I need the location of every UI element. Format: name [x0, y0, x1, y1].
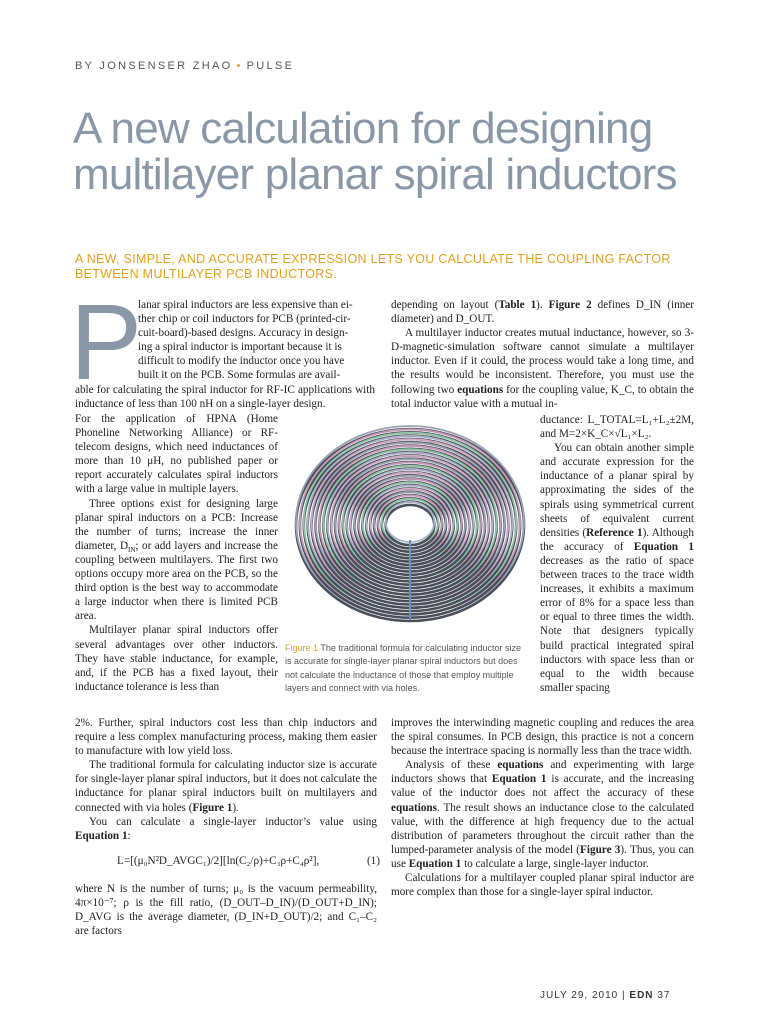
table-reference: Table 1: [498, 299, 537, 311]
equation-reference: Equation 1: [491, 773, 547, 786]
paragraph: [391, 298, 694, 326]
right-top-column: [391, 298, 694, 411]
paragraph: [391, 326, 694, 411]
footer-separator: |: [622, 990, 626, 1001]
caption-text: The traditional formula for calculating inductor size is accurate for single-layer planar spiral inductors but does not calculate the inductance of those that employ multiple layers and connect with via holes.: [285, 643, 521, 693]
intro-line: cuit-board)-based designs. Accuracy in design-: [138, 327, 349, 340]
paragraph: [391, 758, 694, 871]
text-run: ).: [536, 299, 549, 311]
paragraph: 2%. Further, spiral inductors cost less than chip inductors and require a less complex manufacturing process, making them easier to manufacture with low yield loss.: [75, 717, 377, 758]
page-footer: [540, 990, 670, 1001]
left-narrow-column: [75, 412, 278, 694]
reference-citation: Reference 1: [586, 526, 643, 539]
equation-reference: equations: [497, 759, 544, 772]
text-run: ). Although the accuracy of: [540, 526, 694, 553]
text-run: You can obtain another simple and accurate expression for the inductance of a planar spiral by approximating the sides of the spirals using symmetrical current sheets of equivalent current densities (: [540, 442, 694, 539]
figure-1-caption: [285, 642, 525, 695]
footer-publication: EDN: [629, 990, 654, 1001]
paragraph: [75, 758, 377, 814]
intro-line: built it on the PCB. Some formulas are avail-: [138, 369, 341, 382]
text-run: You can calculate a single-layer inductor’s value using: [89, 815, 377, 828]
intro-full: [75, 383, 375, 411]
text-run: decreases as the ratio of space between traces to the trace width increases, it exhibits a maximum error of 8% for a space less than or equal to three times the width. Note that designers typically build practical integrated spiral inductors with space less than or equal to the width because smaller spacing: [540, 554, 694, 694]
equation-reference: equations: [457, 383, 504, 396]
byline: [75, 60, 294, 72]
equation-reference: equations: [391, 801, 438, 814]
right-narrow-column: [540, 413, 694, 695]
footer-date: JULY 29, 2010: [540, 990, 619, 1001]
paragraph: where N is the number of turns; μ₀ is the vacuum permeability, 4π×10⁻⁷; ρ is the fill ratio, (D_OUT–D_IN)/(D_OUT+D_IN); D_AVG is the average diameter, (D_IN+D_OUT)/2; and C₁–C₂ are factors: [75, 883, 377, 938]
text-run: A multilayer inductor creates mutual inductance, however, so 3-D-magnetic-simulation software cannot simulate a multilayer inductor. Even if it could, the process would take a long time, and the results would be inconsistent. Therefore, you must use the following two: [391, 327, 694, 396]
text-run: Analysis of these: [405, 759, 498, 772]
figure-reference: Figure 2: [548, 299, 592, 311]
text-run: ; or add layers and increase the coupling between multilayers. The first two options occupy more area on the PCB, so the third option is the best way to accommodate a large inductor when there is limited PCB area.: [75, 539, 278, 623]
after-equation: [75, 882, 377, 938]
text-run: is accurate, and the increasing value of the inductor does not affect the accuracy of these: [391, 773, 695, 800]
byline-separator: •: [236, 60, 243, 72]
intro-line: ther chip or coil inductors for PCB (printed-cir-: [138, 313, 351, 326]
paragraph: able for calculating the spiral inductor for RF-IC applications with inductance of less than 100 nH on a single-layer design.: [75, 384, 375, 411]
text-run: . The result shows an inductance close to the calculated value, with the difference at high frequency due to the actual distribution of parameters throughout the circuit rather than the lumped-parameter analysis of the model (: [391, 801, 694, 856]
right-bottom-column: [391, 716, 694, 899]
subscript: IN: [128, 546, 136, 555]
text-run: Three options exist for designing large planar spiral inductors on a PCB: Increase the number of turns; increase the inner diameter, D: [75, 497, 278, 552]
left-bottom-column: [75, 716, 377, 843]
figure-label: Figure 1: [285, 643, 319, 653]
equation-expression: L=[(μ₀N²D_AVGC₁)/2][ln(C₂/ρ)+C₃ρ+C₄ρ²],: [117, 855, 320, 867]
equation-reference: Equation 1: [408, 857, 462, 870]
byline-author: BY JONSENSER ZHAO: [75, 60, 233, 72]
paragraph: [75, 815, 377, 843]
text-run: and experimenting with large inductors shows that: [391, 759, 694, 786]
paragraph: [75, 497, 278, 624]
text-run: to calculate a large, single-layer inductor.: [461, 857, 649, 870]
intro-line: difficult to modify the inductor once you have: [138, 355, 345, 368]
text-run: depending on layout (: [391, 299, 499, 311]
figure-reference: Figure 3: [580, 843, 621, 856]
text-run: ). Thus, you can use: [391, 843, 694, 870]
text-run: :: [127, 829, 131, 842]
equation-number: (1): [366, 855, 380, 867]
figure-reference: Figure 1: [192, 801, 233, 814]
footer-page-number: 37: [657, 990, 671, 1001]
intro-line: lanar spiral inductors are less expensive than ei-: [138, 299, 353, 311]
coil-shadow: [386, 505, 435, 545]
intro-lines: [138, 298, 375, 383]
paragraph: improves the interwinding magnetic coupling and reduces the area the spiral consumes. In PCB design, this practice is not a concern because the intertrace spacing is normally less than the trace width.: [391, 717, 694, 758]
paragraph: ductance: L_TOTAL=L₁+L₂±2M, and M=2×K_C×√L₁×L₂.: [540, 414, 694, 441]
intro-line: ing a spiral inductor is important because it is: [138, 341, 342, 354]
text-run: defines D_IN (inner diameter) and D_OUT.: [391, 299, 694, 326]
paragraph: For the application of HPNA (Home Phoneline Networking Alliance) or RF-telecom designs, which need inductances of more than 10 μH, no published paper or report accurately calculates spiral inductors with a large value in multiple layers.: [75, 413, 278, 496]
text-run: for the coupling value, K_C, to obtain the total inductor value with a mutual in-: [391, 383, 694, 410]
figure-1-spiral-inductor: [290, 422, 530, 634]
paragraph: [540, 441, 694, 695]
article-title: A new calculation for designing multilayer planar spiral inductors: [73, 104, 677, 199]
equation-reference: Equation 1: [75, 829, 128, 842]
article-deck: A NEW, SIMPLE, AND ACCURATE EXPRESSION LETS YOU CALCULATE THE COUPLING FACTOR BETWEEN MULTILAYER PCB INDUCTORS.: [75, 252, 671, 281]
equation-reference: Equation 1: [633, 540, 694, 553]
text-run: The traditional formula for calculating inductor size is accurate for single-layer planar spiral inductors, but it does not calculate the inductance for planar spiral inductors built on multilayers and connected with via holes (: [75, 759, 377, 814]
paragraph: Calculations for a multilayer coupled planar spiral inductor are more complex than those for a single-layer spiral inductor.: [391, 872, 694, 899]
text-run: ).: [232, 801, 239, 814]
spiral-coil: [296, 426, 524, 621]
byline-org: PULSE: [246, 60, 295, 72]
paragraph: Multilayer planar spiral inductors offer several advantages over other inductors. They have stable inductance, for example, and, if the PCB has a fixed layout, their inductance tolerance is less than: [75, 624, 278, 693]
coil-turn: [386, 502, 435, 542]
drop-cap: P: [70, 281, 143, 402]
